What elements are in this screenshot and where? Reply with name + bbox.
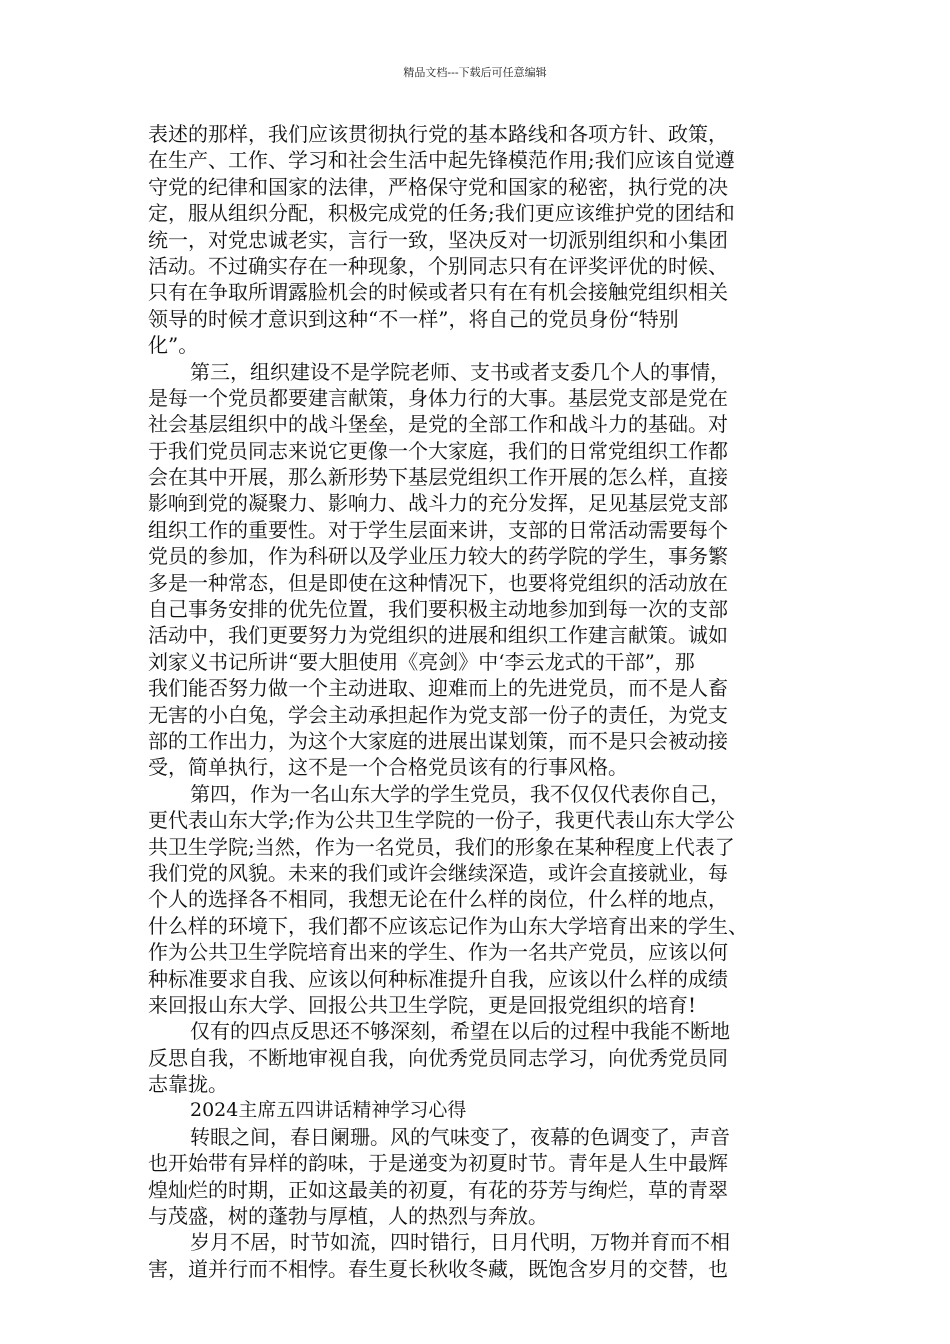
text-line: 化”。 <box>148 333 199 358</box>
text-line: 转眼之间，春日阑珊。风的气味变了，夜幕的色调变了，声音 <box>190 1124 730 1149</box>
text-line: 定，服从组织分配，积极完成党的任务;我们更应该维护党的团结和 <box>148 201 735 226</box>
text-line: 统一，对党忠诚老实，言行一致，坚决反对一切派别组织和小集团 <box>148 227 728 252</box>
text-line: 第四，作为一名山东大学的学生党员，我不仅仅代表你自己， <box>190 781 730 806</box>
text-line: 无害的小白兔，学会主动承担起作为党支部一份子的责任，为党支 <box>148 702 728 727</box>
text-line: 志靠拢。 <box>148 1072 228 1097</box>
document-body <box>148 121 828 1282</box>
text-line: 害，道并行而不相悖。春生夏长秋收冬藏，既饱含岁月的交替，也 <box>148 1256 728 1281</box>
text-line: 活动。不过确实存在一种现象，个别同志只有在评奖评优的时候、 <box>148 253 728 278</box>
text-line: 也开始带有异样的韵味，于是递变为初夏时节。青年是人生中最辉 <box>148 1151 728 1176</box>
text-line: 个人的选择各不相同，我想无论在什么样的岗位，什么样的地点， <box>148 887 728 912</box>
text-line: 受，简单执行，这不是一个合格党员该有的行事风格。 <box>148 755 628 780</box>
page-header: 精品文档---下载后可任意编辑 <box>403 66 547 79</box>
text-line: 只有在争取所谓露脸机会的时候或者只有在有机会接触党组织相关 <box>148 280 728 305</box>
text-line: 领导的时候才意识到这种“不一样”，将自己的党员身份“特别 <box>148 306 679 331</box>
text-line: 部的工作出力，为这个大家庭的进展出谋划策，而不是只会被动接 <box>148 728 728 753</box>
text-line: 组织工作的重要性。对于学生层面来讲，支部的日常活动需要每个 <box>148 517 728 542</box>
text-line: 是每一个党员都要建言献策，身体力行的大事。基层党支部是党在 <box>148 385 728 410</box>
text-line: 种标准要求自我、应该以何种标准提升自我，应该以什么样的成绩 <box>148 966 728 991</box>
text-line: 作为公共卫生学院培育出来的学生、作为一名共产党员，应该以何 <box>148 940 728 965</box>
text-line: 共卫生学院;当然，作为一名党员，我们的形象在某种程度上代表了 <box>148 834 735 859</box>
text-line: 自己事务安排的优先位置，我们要积极主动地参加到每一次的支部 <box>148 597 728 622</box>
text-line: 更代表山东大学;作为公共卫生学院的一份子，我更代表山东大学公 <box>148 808 735 833</box>
text-line: 社会基层组织中的战斗堡垒，是党的全部工作和战斗力的基础。对 <box>148 412 728 437</box>
text-line: 影响到党的凝聚力、影响力、战斗力的充分发挥，足见基层党支部 <box>148 491 728 516</box>
text-line: 第三，组织建设不是学院老师、支书或者支委几个人的事情， <box>190 359 730 384</box>
text-line: 什么样的环境下，我们都不应该忘记作为山东大学培育出来的学生、 <box>148 913 748 938</box>
text-line: 我们能否努力做一个主动进取、迎难而上的先进党员，而不是人畜 <box>148 676 728 701</box>
text-line: 表述的那样，我们应该贯彻执行党的基本路线和各项方针、政策， <box>148 122 728 146</box>
text-line: 守党的纪律和国家的法律，严格保守党和国家的秘密，执行党的决 <box>148 174 728 199</box>
text-line: 我们党的风貌。未来的我们或许会继续深造，或许会直接就业，每 <box>148 860 728 885</box>
text-line: 刘家义书记所讲“要大胆使用《亮剑》中‘李云龙式的干部”，那 <box>148 649 695 674</box>
text-line: 在生产、工作、学习和社会生活中起先锋模范作用;我们应该自觉遵 <box>148 148 735 173</box>
text-line: 党员的参加，作为科研以及学业压力较大的药学院的学生，事务繁 <box>148 544 728 569</box>
text-line: 煌灿烂的时期，正如这最美的初夏，有花的芬芳与绚烂，草的青翠 <box>148 1177 728 1202</box>
text-line: 活动中，我们更要努力为党组织的进展和组织工作建言献策。诚如 <box>148 623 728 648</box>
text-line: 与茂盛，树的蓬勃与厚植，人的热烈与奔放。 <box>148 1204 548 1229</box>
text-line: 反思自我，不断地审视自我，向优秀党员同志学习，向优秀党员同 <box>148 1045 728 1070</box>
section-heading: 2024主席五四讲话精神学习心得 <box>190 1099 467 1122</box>
text-line: 岁月不居，时节如流，四时错行，日月代明，万物并育而不相 <box>190 1230 730 1255</box>
text-line: 多是一种常态，但是即使在这种情况下，也要将党组织的活动放在 <box>148 570 728 595</box>
text-line: 于我们党员同志来说它更像一个大家庭，我们的日常党组织工作都 <box>148 438 728 463</box>
text-line: 来回报山东大学、回报公共卫生学院，更是回报党组织的培育! <box>148 992 697 1017</box>
text-line: 仅有的四点反思还不够深刻，希望在以后的过程中我能不断地 <box>190 1019 730 1044</box>
text-line: 会在其中开展，那么新形势下基层党组织工作开展的怎么样，直接 <box>148 465 728 490</box>
